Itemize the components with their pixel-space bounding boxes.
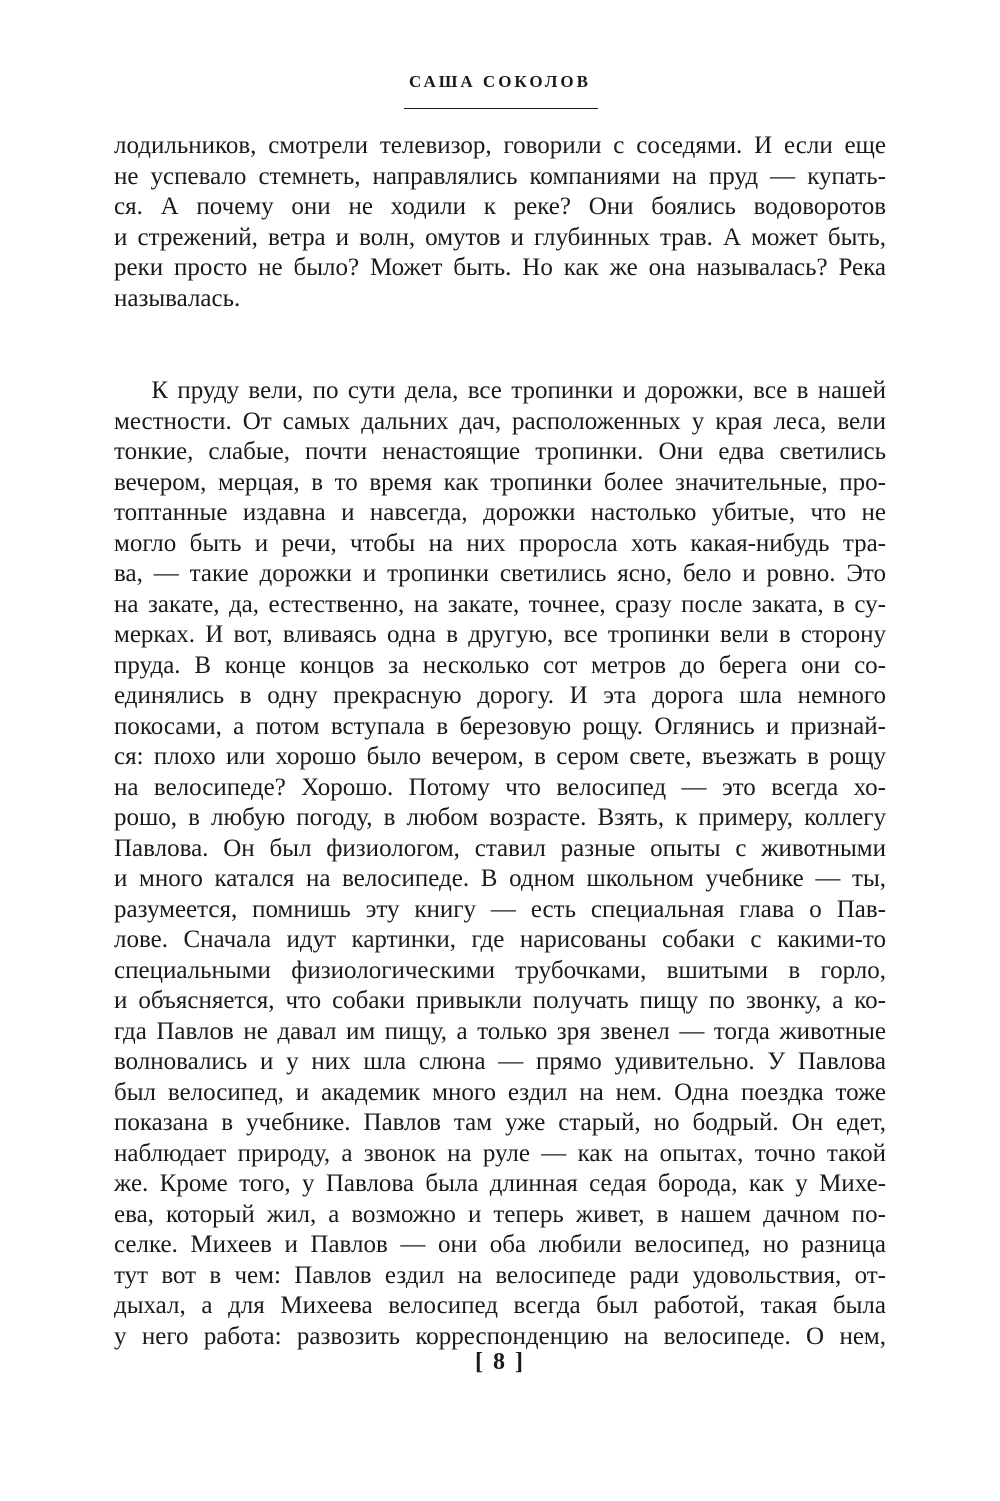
- text-line-first: К пруду вели, по сути дела, все тропинки и дорожки, все в нашей: [114, 377, 886, 404]
- text-line: мерках. И вот, вливаясь одна в другую, все тропинки вели в сторону: [114, 621, 886, 648]
- text-line: ся: плохо или хорошо было вечером, в сером свете, въезжать в рощу: [114, 743, 886, 770]
- text-line: волновались и у них шла слюна — прямо удивительно. У Павлова: [114, 1048, 886, 1075]
- text-line: рошо, в любую погоду, в любом возрасте. Взять, к примеру, коллегу: [114, 804, 886, 831]
- text-line: вечером, мерцая, в то время как тропинки более значительные, про-: [114, 468, 886, 496]
- text-line: же. Кроме того, у Павлова была длинная седая борода, как у Михе-: [114, 1170, 886, 1197]
- text-line: ва, — такие дорожки и тропинки светились ясно, бело и ровно. Это: [114, 560, 886, 587]
- text-line: топтанные издавна и навсегда, дорожки настолько убитые, что не: [114, 499, 886, 526]
- text-line: лове. Сначала идут картинки, где нарисованы собаки с какими-то: [114, 926, 886, 953]
- text-line: и объясняется, что собаки привыкли получать пищу по звонку, а ко-: [114, 987, 886, 1014]
- text-line: разумеется, помнишь эту книгу — есть специальная глава о Пав-: [114, 895, 886, 923]
- text-line: на велосипеде? Хорошо. Потому что велосипед — это всегда хо-: [114, 773, 886, 801]
- text-line: тонкие, слабые, почти ненастоящие тропинки. Они едва светились: [114, 438, 886, 465]
- text-line: могло быть и речи, чтобы на них проросла хоть какая-нибудь тра-: [114, 529, 886, 557]
- text-line: пруда. В конце концов за несколько сот метров до берега они со-: [114, 651, 886, 679]
- text-line: Павлова. Он был физиологом, ставил разные опыты с животными: [114, 834, 886, 862]
- text-line: был велосипед, и академик много ездил на нем. Одна поездка тоже: [114, 1078, 886, 1106]
- text-line: и много катался на велосипеде. В одном школьном учебнике — ты,: [114, 865, 886, 892]
- running-head-rule: [404, 108, 598, 109]
- text-line: на закате, да, естественно, на закате, точнее, сразу после заката, в су-: [114, 590, 886, 618]
- text-line: показана в учебнике. Павлов там уже старый, но бодрый. Он едет,: [114, 1109, 886, 1136]
- text-line: лодильников, смотрели телевизор, говорили с соседями. И если еще: [114, 132, 886, 159]
- text-line: селке. Михеев и Павлов — они оба любили велосипед, но разница: [114, 1231, 886, 1258]
- running-title: САША СОКОЛОВ: [409, 72, 591, 91]
- text-line: наблюдает природу, а звонок на руле — как на опытах, точно такой: [114, 1139, 886, 1167]
- text-line: ся. А почему они не ходили к реке? Они боялись водоворотов: [114, 193, 886, 220]
- text-line: дыхал, а для Михеева велосипед всегда был работой, такая была: [114, 1292, 886, 1319]
- text-line: ева, который жил, а возможно и теперь живет, в нашем дачном по-: [114, 1200, 886, 1228]
- text-line: единялись в одну прекрасную дорогу. И эта дорога шла немного: [114, 682, 886, 709]
- text-line: тут вот в чем: Павлов ездил на велосипеде ради удовольствия, от-: [114, 1261, 886, 1289]
- text-line: не успевало стемнеть, направлялись компаниями на пруд — купать-: [114, 162, 886, 190]
- paragraph-continuation: [114, 131, 886, 314]
- text-line: и стрежений, ветра и волн, омутов и глубинных трав. А может быть,: [114, 223, 886, 251]
- page-number: [ 8 ]: [475, 1349, 525, 1375]
- text-line: гда Павлов не давал им пищу, а только зря звенел — тогда животные: [114, 1017, 886, 1045]
- text-line: реки просто не было? Может быть. Но как же она называлась? Река: [114, 254, 886, 281]
- text-line: у него работа: развозить корреспонденцию на велосипеде. О нем,: [114, 1322, 886, 1350]
- paragraph-main: [114, 376, 886, 1352]
- text-line: покосами, а потом вступала в березовую рощу. Оглянись и признай-: [114, 712, 886, 740]
- running-head: [0, 72, 1000, 102]
- text-line: называлась.: [114, 284, 241, 312]
- text-line: местности. От самых дальних дач, расположенных у края леса, вели: [114, 407, 886, 435]
- text-line: специальными физиологическими трубочками, вшитыми в горло,: [114, 956, 886, 984]
